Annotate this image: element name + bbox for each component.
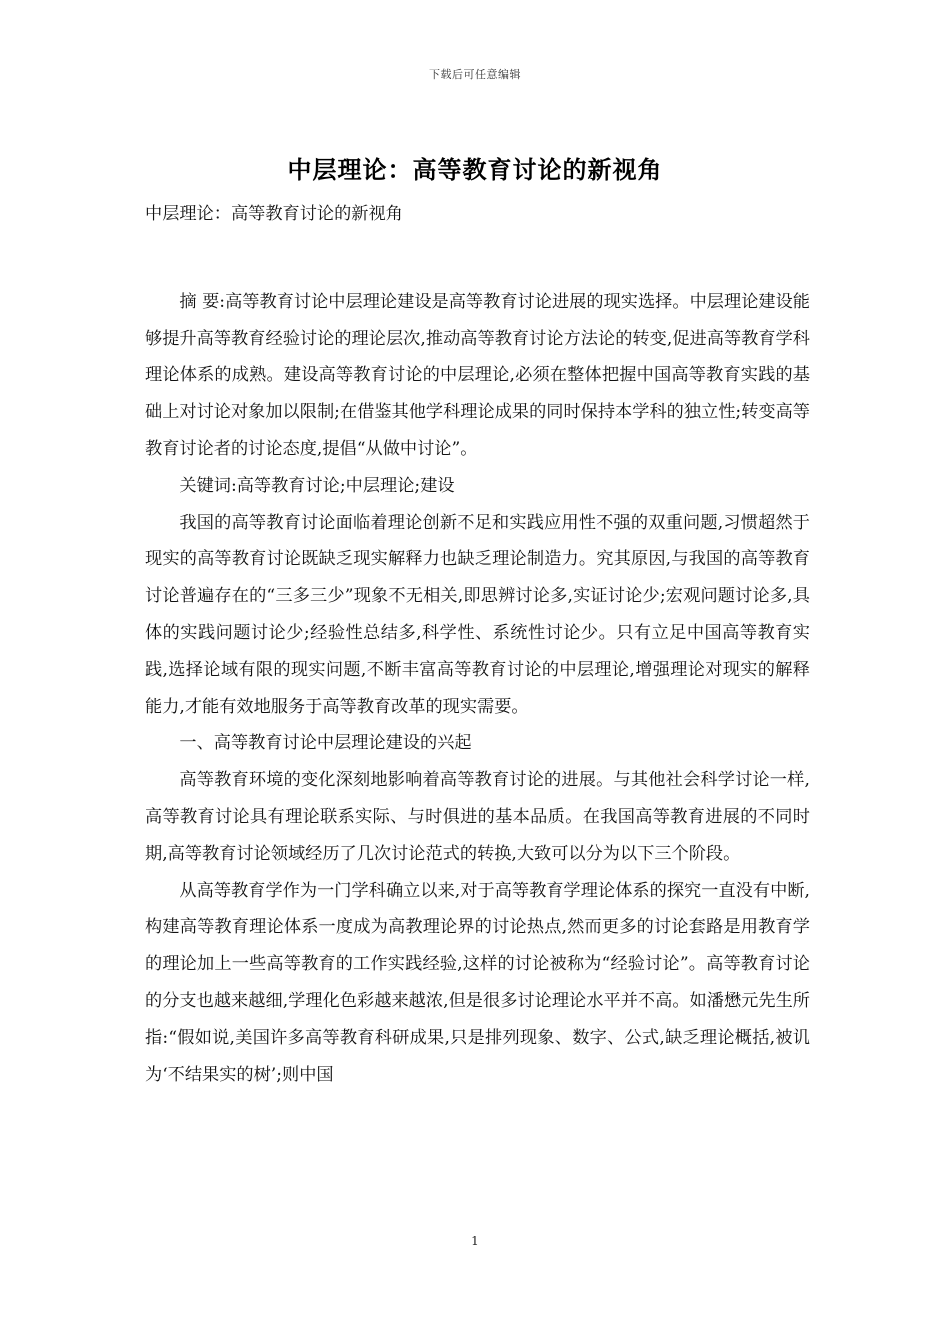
body-paragraph: 高等教育环境的变化深刻地影响着高等教育讨论的进展。与其他社会科学讨论一样,高等教育讨论具有理论联系实际、与时俱进的基本品质。在我国高等教育进展的不同时期,高等教育讨论领域经历了几次讨论范式的转换,大致可以分为以下三个阶段。 <box>145 770 810 864</box>
document-subtitle: 中层理论：高等教育讨论的新视角 <box>145 204 403 224</box>
body-paragraph: 从高等教育学作为一门学科确立以来,对于高等教育学理论体系的探究一直没有中断,构建高等教育理论体系一度成为高教理论界的讨论热点,然而更多的讨论套路是用教育学的理论加上一些高等教育的工作实践经验,这样的讨论被称为“经验讨论”。高等教育讨论的分支也越来越细,学理化色彩越来越浓,但是很多讨论理论水平并不高。如潘懋元先生所指:“假如说,美国许多高等教育科研成果,只是排列现象、数字、公式,缺乏理论概括,被讥为‘不结果实的树’;则中国 <box>145 880 810 1085</box>
keywords-paragraph: 关键词:高等教育讨论;中层理论;建设 <box>179 475 455 496</box>
blank-line <box>145 233 810 284</box>
intro-paragraph: 我国的高等教育讨论面临着理论创新不足和实践应用性不强的双重问题,习惯超然于现实的高等教育讨论既缺乏现实解释力也缺乏理论制造力。究其原因,与我国的高等教育讨论普遍存在的“三多三少”现象不无相关,即思辨讨论多,实证讨论少;宏观问题讨论多,具体的实践问题讨论少;经验性总结多,科学性、系统性讨论少。只有立足中国高等教育实践,选择论域有限的现实问题,不断丰富高等教育讨论的中层理论,增强理论对现实的解释能力,才能有效地服务于高等教育改革的现实需要。 <box>145 512 810 717</box>
document-title: 中层理论：高等教育讨论的新视角 <box>287 156 663 184</box>
document-body <box>145 196 810 1093</box>
abstract-paragraph: 摘 要:高等教育讨论中层理论建设是高等教育讨论进展的现实选择。中层理论建设能够提升高等教育经验讨论的理论层次,推动高等教育讨论方法论的转变,促进高等教育学科理论体系的成熟。建设高等教育讨论的中层理论,必须在整体把握中国高等教育实践的基础上对讨论对象加以限制;在借鉴其他学科理论成果的同时保持本学科的独立性;转变高等教育讨论者的讨论态度,提倡“从做中讨论”。 <box>145 291 810 459</box>
page-number: 1 <box>471 1234 479 1248</box>
section-heading: 一、高等教育讨论中层理论建设的兴起 <box>179 733 472 754</box>
header-note: 下载后可任意编辑 <box>429 68 521 81</box>
